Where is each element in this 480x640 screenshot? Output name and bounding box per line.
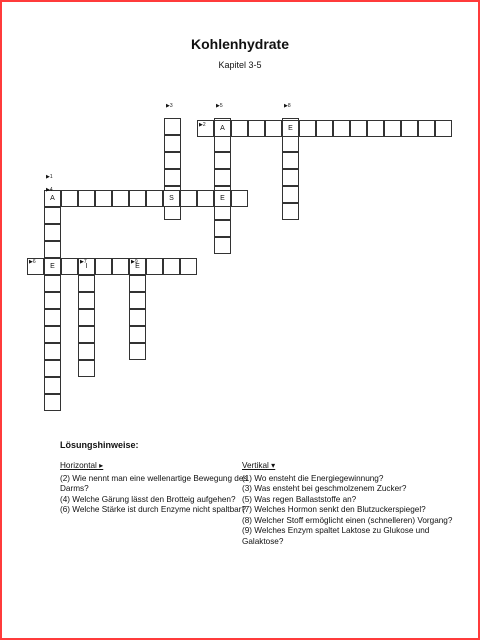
cell-v7[interactable]	[78, 292, 95, 309]
cell-h2[interactable]	[418, 120, 435, 137]
cell-v3[interactable]	[164, 118, 181, 135]
hints-title: Lösungshinweise:	[60, 440, 139, 450]
letter-e2[interactable]: E	[282, 120, 299, 137]
cell-h6[interactable]	[180, 258, 197, 275]
cell-v8[interactable]	[282, 203, 299, 220]
cell-v1[interactable]	[44, 394, 61, 411]
page-title: Kohlenhydrate	[190, 36, 289, 52]
cell-v3[interactable]	[164, 152, 181, 169]
clue-number-7: ▶7	[80, 259, 87, 265]
cell-h2[interactable]	[299, 120, 316, 137]
cell-v7[interactable]	[78, 343, 95, 360]
cell-h4[interactable]	[78, 190, 95, 207]
cell-h4[interactable]	[61, 190, 78, 207]
clue-number-6: ▶6	[29, 259, 36, 265]
cell-v5[interactable]	[214, 237, 231, 254]
cell-v1[interactable]	[44, 292, 61, 309]
letter-e6b[interactable]: E	[129, 258, 146, 275]
cell-h2[interactable]	[333, 120, 350, 137]
clue-number-5: ▶5	[216, 103, 223, 109]
cell-h6[interactable]	[61, 258, 78, 275]
clue-v-8: (8) Welcher Stoff ermöglicht einen (schnelleren) Vorgang?	[242, 515, 453, 525]
cell-v7[interactable]	[78, 275, 95, 292]
cell-v1[interactable]	[44, 377, 61, 394]
cell-h4[interactable]	[146, 190, 163, 207]
cell-h2[interactable]	[401, 120, 418, 137]
clue-number-9: ▶9	[131, 259, 138, 265]
cell-h4[interactable]	[95, 190, 112, 207]
cell-v1[interactable]	[44, 360, 61, 377]
clue-v-1: (1) Wo ensteht die Energiegewinnung?	[242, 473, 384, 483]
horizontal-clues	[60, 461, 272, 516]
cell-h4[interactable]	[129, 190, 146, 207]
page-subtitle: Kapitel 3-5	[218, 60, 262, 70]
cell-v5[interactable]	[214, 220, 231, 237]
cell-h6[interactable]	[95, 258, 112, 275]
horizontal-heading: Horizontal ▸	[60, 461, 104, 470]
cell-h2[interactable]	[316, 120, 333, 137]
cell-v8[interactable]	[282, 186, 299, 203]
cell-v5[interactable]	[214, 152, 231, 169]
cell-h2[interactable]	[367, 120, 384, 137]
cell-v7[interactable]	[78, 309, 95, 326]
cell-v5[interactable]	[214, 169, 231, 186]
clue-v-5: (5) Was regen Ballaststoffe an?	[242, 494, 357, 504]
clue-h-2: (2) Wie nennt man eine wellenartige Bewegung des Darms?	[60, 473, 248, 493]
clue-number-2: ▶2	[199, 122, 206, 128]
clue-number-3: ▶3	[166, 103, 173, 109]
cell-v9[interactable]	[129, 326, 146, 343]
cell-v3[interactable]	[164, 135, 181, 152]
cell-v1[interactable]	[44, 275, 61, 292]
cell-v7[interactable]	[78, 360, 95, 377]
cell-v1[interactable]	[44, 309, 61, 326]
cell-v9[interactable]	[129, 343, 146, 360]
clue-number-8: ▶8	[284, 103, 291, 109]
cell-v1[interactable]	[44, 241, 61, 258]
cell-h2[interactable]	[384, 120, 401, 137]
cell-v8[interactable]	[282, 152, 299, 169]
cell-v1[interactable]	[44, 326, 61, 343]
letter-a2[interactable]: A	[214, 120, 231, 137]
cell-h2[interactable]	[231, 120, 248, 137]
vertical-heading: Vertikal ▾	[242, 461, 276, 470]
cell-v9[interactable]	[129, 292, 146, 309]
letter-i6[interactable]: I	[78, 258, 95, 275]
clue-v-9: (9) Welches Enzym spaltet Laktose zu Glukose und Galaktose?	[242, 526, 430, 546]
cell-h6[interactable]	[112, 258, 129, 275]
cell-v5[interactable]	[214, 135, 231, 152]
cell-h4[interactable]	[231, 190, 248, 207]
vertical-clues	[242, 461, 454, 547]
cell-v7[interactable]	[78, 326, 95, 343]
cell-v8[interactable]	[282, 169, 299, 186]
cell-v1[interactable]	[44, 224, 61, 241]
cell-v8[interactable]	[282, 135, 299, 152]
cell-h2[interactable]	[435, 120, 452, 137]
clue-v-7: (7) Welches Hormon senkt den Blutzuckerspiegel?	[242, 505, 426, 514]
cell-h4[interactable]	[180, 190, 197, 207]
cell-h6[interactable]	[146, 258, 163, 275]
cell-v9[interactable]	[129, 309, 146, 326]
clue-number-1: ▶1	[46, 174, 53, 180]
cell-v3[interactable]	[164, 169, 181, 186]
cell-h2[interactable]	[265, 120, 282, 137]
cell-v1[interactable]	[44, 207, 61, 224]
cell-v9[interactable]	[129, 275, 146, 292]
clue-h-6: (6) Welche Stärke ist durch Enzyme nicht spaltbar?	[60, 505, 246, 514]
letter-e6[interactable]: E	[44, 258, 61, 275]
cell-v1[interactable]	[44, 343, 61, 360]
clue-h-4: (4) Welche Gärung lässt den Brotteig aufgehen?	[60, 494, 236, 504]
letter-a4[interactable]: A	[44, 190, 61, 207]
clue-number-4: ▶4	[46, 187, 53, 193]
cell-h6[interactable]	[163, 258, 180, 275]
cell-h2[interactable]	[350, 120, 367, 137]
cell-h2[interactable]	[248, 120, 265, 137]
clue-v-3: (3) Was ensteht bei geschmolzenem Zucker?	[242, 484, 407, 493]
letter-e4[interactable]: E	[214, 190, 231, 207]
letter-s4[interactable]: S	[163, 190, 180, 207]
cell-h4[interactable]	[112, 190, 129, 207]
cell-h4[interactable]	[197, 190, 214, 207]
